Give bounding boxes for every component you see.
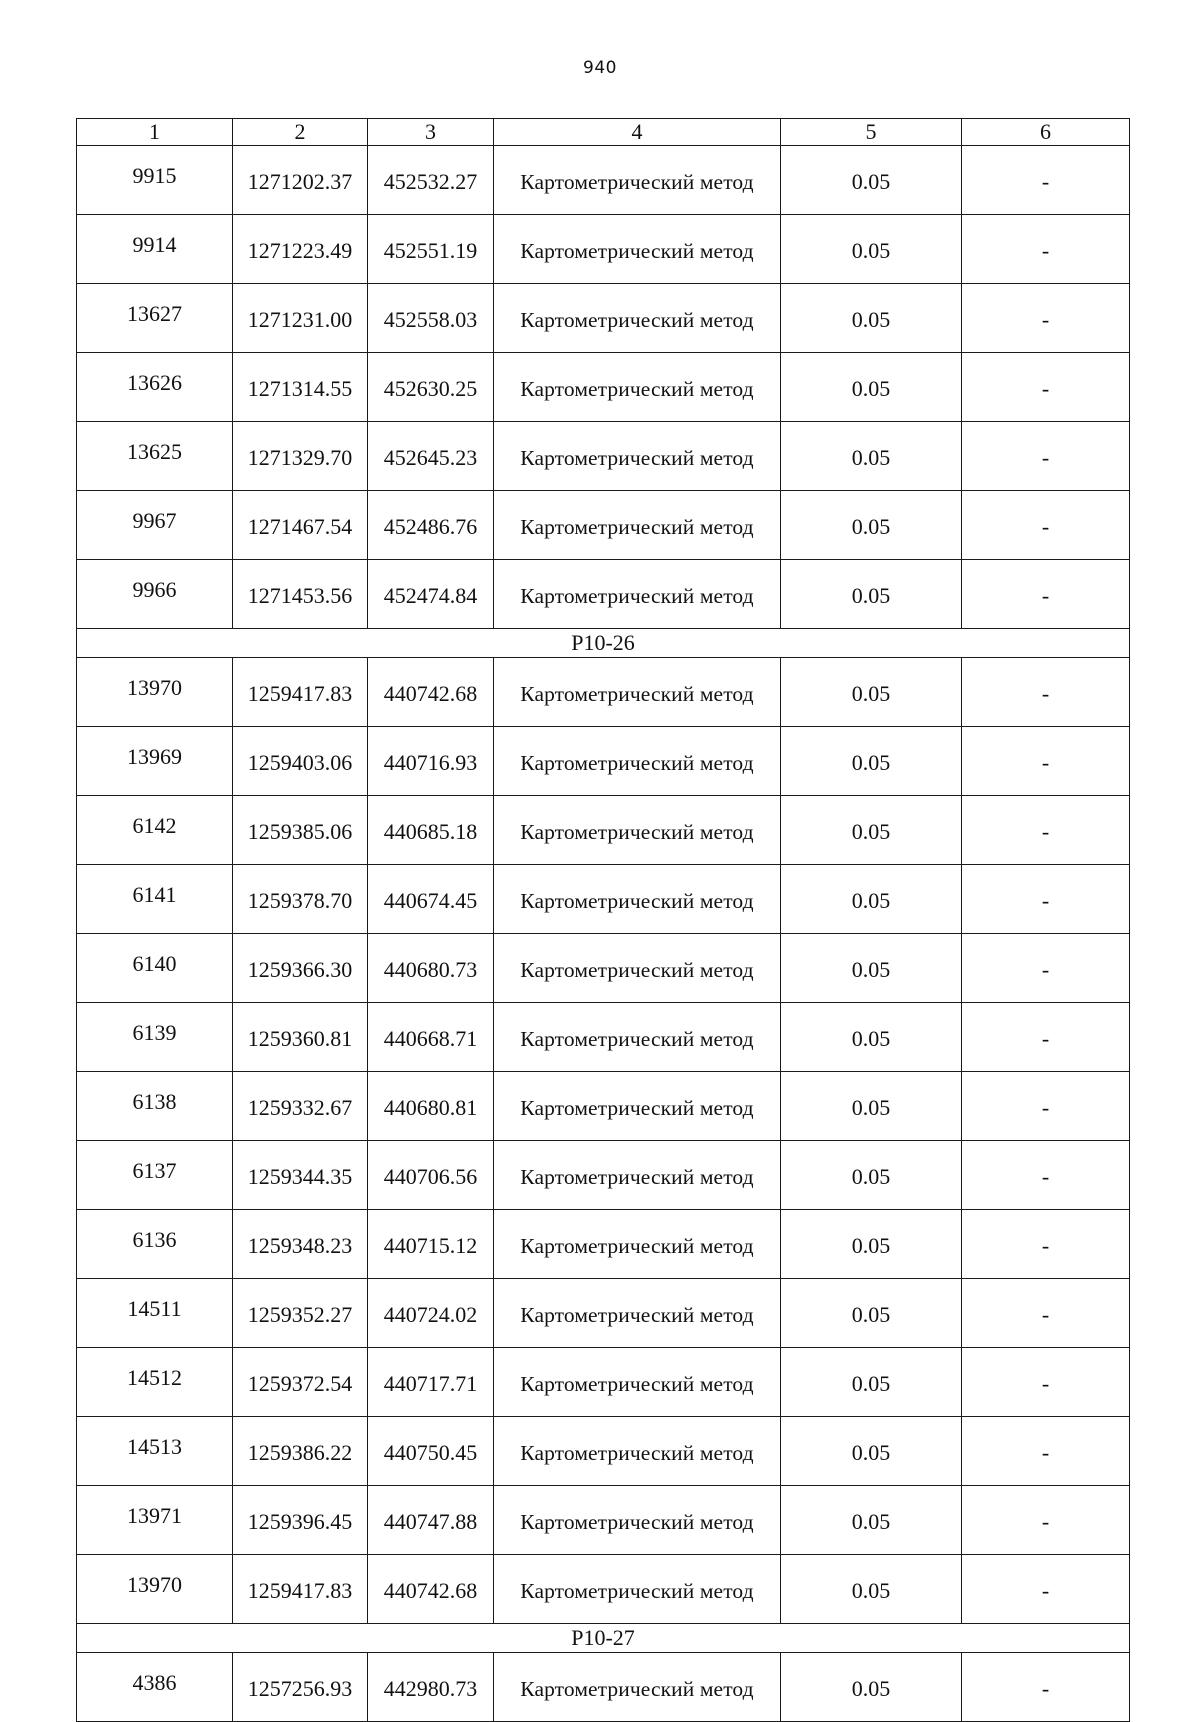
table-row: [77, 491, 1130, 560]
table-row: [77, 1210, 1130, 1279]
accuracy-cell: 0.05: [781, 560, 962, 629]
x-coordinate-cell: 1271453.56: [233, 560, 368, 629]
x-coordinate-cell: 1259396.45: [233, 1486, 368, 1555]
x-coordinate-cell: 1259348.23: [233, 1210, 368, 1279]
y-coordinate-cell: 440680.73: [368, 934, 494, 1003]
y-coordinate-cell: 452551.19: [368, 215, 494, 284]
accuracy-cell: 0.05: [781, 1417, 962, 1486]
note-cell: -: [962, 1072, 1130, 1141]
y-coordinate-cell: 440685.18: [368, 796, 494, 865]
table-header-row: [77, 119, 1130, 146]
method-cell: Картометрический метод: [494, 1279, 781, 1348]
method-cell: Картометрический метод: [494, 1210, 781, 1279]
table-row: [77, 796, 1130, 865]
method-cell: Картометрический метод: [494, 146, 781, 215]
section-row: [77, 1624, 1130, 1653]
point-number-cell: 13625: [77, 422, 233, 491]
note-cell: -: [962, 284, 1130, 353]
column-header: 6: [962, 119, 1130, 146]
x-coordinate-cell: 1271467.54: [233, 491, 368, 560]
note-cell: -: [962, 1348, 1130, 1417]
table-row: [77, 146, 1130, 215]
y-coordinate-cell: 442980.73: [368, 1653, 494, 1722]
note-cell: -: [962, 934, 1130, 1003]
x-coordinate-cell: 1259360.81: [233, 1003, 368, 1072]
accuracy-cell: 0.05: [781, 491, 962, 560]
table-row: [77, 1653, 1130, 1722]
table-row: [77, 215, 1130, 284]
note-cell: -: [962, 1003, 1130, 1072]
y-coordinate-cell: 440742.68: [368, 1555, 494, 1624]
point-number-cell: 9967: [77, 491, 233, 560]
method-cell: Картометрический метод: [494, 422, 781, 491]
note-cell: -: [962, 865, 1130, 934]
table-row: [77, 1003, 1130, 1072]
point-number-cell: 6140: [77, 934, 233, 1003]
accuracy-cell: 0.05: [781, 658, 962, 727]
method-cell: Картометрический метод: [494, 796, 781, 865]
table-row: [77, 1417, 1130, 1486]
note-cell: -: [962, 796, 1130, 865]
x-coordinate-cell: 1257256.93: [233, 1653, 368, 1722]
note-cell: -: [962, 1210, 1130, 1279]
accuracy-cell: 0.05: [781, 1653, 962, 1722]
x-coordinate-cell: 1259378.70: [233, 865, 368, 934]
x-coordinate-cell: 1259386.22: [233, 1417, 368, 1486]
y-coordinate-cell: 440716.93: [368, 727, 494, 796]
note-cell: -: [962, 1279, 1130, 1348]
coordinates-table: [76, 118, 1130, 1722]
accuracy-cell: 0.05: [781, 796, 962, 865]
note-cell: -: [962, 1141, 1130, 1210]
table-row: [77, 934, 1130, 1003]
table-row: [77, 727, 1130, 796]
x-coordinate-cell: 1259417.83: [233, 658, 368, 727]
x-coordinate-cell: 1259403.06: [233, 727, 368, 796]
table-row: [77, 284, 1130, 353]
note-cell: -: [962, 560, 1130, 629]
method-cell: Картометрический метод: [494, 865, 781, 934]
x-coordinate-cell: 1259366.30: [233, 934, 368, 1003]
x-coordinate-cell: 1271223.49: [233, 215, 368, 284]
accuracy-cell: 0.05: [781, 1486, 962, 1555]
accuracy-cell: 0.05: [781, 727, 962, 796]
point-number-cell: 6141: [77, 865, 233, 934]
x-coordinate-cell: 1259332.67: [233, 1072, 368, 1141]
table-row: [77, 1141, 1130, 1210]
note-cell: -: [962, 1486, 1130, 1555]
y-coordinate-cell: 440668.71: [368, 1003, 494, 1072]
point-number-cell: 6139: [77, 1003, 233, 1072]
note-cell: -: [962, 1653, 1130, 1722]
table-row: [77, 865, 1130, 934]
point-number-cell: 14513: [77, 1417, 233, 1486]
column-header: 1: [77, 119, 233, 146]
accuracy-cell: 0.05: [781, 865, 962, 934]
coordinates-table-body: [77, 119, 1130, 1722]
point-number-cell: 14511: [77, 1279, 233, 1348]
accuracy-cell: 0.05: [781, 1210, 962, 1279]
y-coordinate-cell: 452486.76: [368, 491, 494, 560]
point-number-cell: 14512: [77, 1348, 233, 1417]
accuracy-cell: 0.05: [781, 1072, 962, 1141]
point-number-cell: 9915: [77, 146, 233, 215]
y-coordinate-cell: 452532.27: [368, 146, 494, 215]
method-cell: Картометрический метод: [494, 1072, 781, 1141]
column-header: 5: [781, 119, 962, 146]
point-number-cell: 6142: [77, 796, 233, 865]
y-coordinate-cell: 452630.25: [368, 353, 494, 422]
method-cell: Картометрический метод: [494, 727, 781, 796]
note-cell: -: [962, 491, 1130, 560]
method-cell: Картометрический метод: [494, 215, 781, 284]
y-coordinate-cell: 440750.45: [368, 1417, 494, 1486]
note-cell: -: [962, 1555, 1130, 1624]
point-number-cell: 6138: [77, 1072, 233, 1141]
note-cell: -: [962, 422, 1130, 491]
method-cell: Картометрический метод: [494, 1141, 781, 1210]
accuracy-cell: 0.05: [781, 1141, 962, 1210]
y-coordinate-cell: 452645.23: [368, 422, 494, 491]
x-coordinate-cell: 1271231.00: [233, 284, 368, 353]
point-number-cell: 13626: [77, 353, 233, 422]
x-coordinate-cell: 1259417.83: [233, 1555, 368, 1624]
table-row: [77, 353, 1130, 422]
column-header: 3: [368, 119, 494, 146]
accuracy-cell: 0.05: [781, 1003, 962, 1072]
table-row: [77, 658, 1130, 727]
method-cell: Картометрический метод: [494, 1003, 781, 1072]
note-cell: -: [962, 727, 1130, 796]
x-coordinate-cell: 1271202.37: [233, 146, 368, 215]
table-row: [77, 1279, 1130, 1348]
note-cell: -: [962, 146, 1130, 215]
table-row: [77, 1348, 1130, 1417]
section-label: Р10-26: [77, 629, 1130, 658]
method-cell: Картометрический метод: [494, 284, 781, 353]
y-coordinate-cell: 452474.84: [368, 560, 494, 629]
method-cell: Картометрический метод: [494, 1348, 781, 1417]
note-cell: -: [962, 215, 1130, 284]
note-cell: -: [962, 658, 1130, 727]
column-header: 4: [494, 119, 781, 146]
y-coordinate-cell: 440715.12: [368, 1210, 494, 1279]
point-number-cell: 13970: [77, 1555, 233, 1624]
y-coordinate-cell: 440742.68: [368, 658, 494, 727]
y-coordinate-cell: 440680.81: [368, 1072, 494, 1141]
column-header: 2: [233, 119, 368, 146]
method-cell: Картометрический метод: [494, 1486, 781, 1555]
table-row: [77, 422, 1130, 491]
accuracy-cell: 0.05: [781, 1279, 962, 1348]
section-row: [77, 629, 1130, 658]
x-coordinate-cell: 1271329.70: [233, 422, 368, 491]
x-coordinate-cell: 1259372.54: [233, 1348, 368, 1417]
accuracy-cell: 0.05: [781, 934, 962, 1003]
x-coordinate-cell: 1259352.27: [233, 1279, 368, 1348]
method-cell: Картометрический метод: [494, 1417, 781, 1486]
method-cell: Картометрический метод: [494, 353, 781, 422]
accuracy-cell: 0.05: [781, 215, 962, 284]
accuracy-cell: 0.05: [781, 422, 962, 491]
method-cell: Картометрический метод: [494, 491, 781, 560]
y-coordinate-cell: 440717.71: [368, 1348, 494, 1417]
method-cell: Картометрический метод: [494, 1653, 781, 1722]
point-number-cell: 9966: [77, 560, 233, 629]
table-row: [77, 1072, 1130, 1141]
section-label: Р10-27: [77, 1624, 1130, 1653]
point-number-cell: 13969: [77, 727, 233, 796]
note-cell: -: [962, 1417, 1130, 1486]
method-cell: Картометрический метод: [494, 934, 781, 1003]
point-number-cell: 13971: [77, 1486, 233, 1555]
y-coordinate-cell: 440706.56: [368, 1141, 494, 1210]
y-coordinate-cell: 452558.03: [368, 284, 494, 353]
method-cell: Картометрический метод: [494, 658, 781, 727]
point-number-cell: 4386: [77, 1653, 233, 1722]
point-number-cell: 13627: [77, 284, 233, 353]
point-number-cell: 9914: [77, 215, 233, 284]
x-coordinate-cell: 1259385.06: [233, 796, 368, 865]
x-coordinate-cell: 1259344.35: [233, 1141, 368, 1210]
accuracy-cell: 0.05: [781, 146, 962, 215]
note-cell: -: [962, 353, 1130, 422]
y-coordinate-cell: 440674.45: [368, 865, 494, 934]
accuracy-cell: 0.05: [781, 1348, 962, 1417]
point-number-cell: 13970: [77, 658, 233, 727]
table-row: [77, 560, 1130, 629]
point-number-cell: 6136: [77, 1210, 233, 1279]
y-coordinate-cell: 440724.02: [368, 1279, 494, 1348]
page-number: 940: [583, 58, 617, 78]
y-coordinate-cell: 440747.88: [368, 1486, 494, 1555]
method-cell: Картометрический метод: [494, 1555, 781, 1624]
x-coordinate-cell: 1271314.55: [233, 353, 368, 422]
method-cell: Картометрический метод: [494, 560, 781, 629]
table-row: [77, 1555, 1130, 1624]
table-row: [77, 1486, 1130, 1555]
accuracy-cell: 0.05: [781, 353, 962, 422]
point-number-cell: 6137: [77, 1141, 233, 1210]
accuracy-cell: 0.05: [781, 1555, 962, 1624]
accuracy-cell: 0.05: [781, 284, 962, 353]
